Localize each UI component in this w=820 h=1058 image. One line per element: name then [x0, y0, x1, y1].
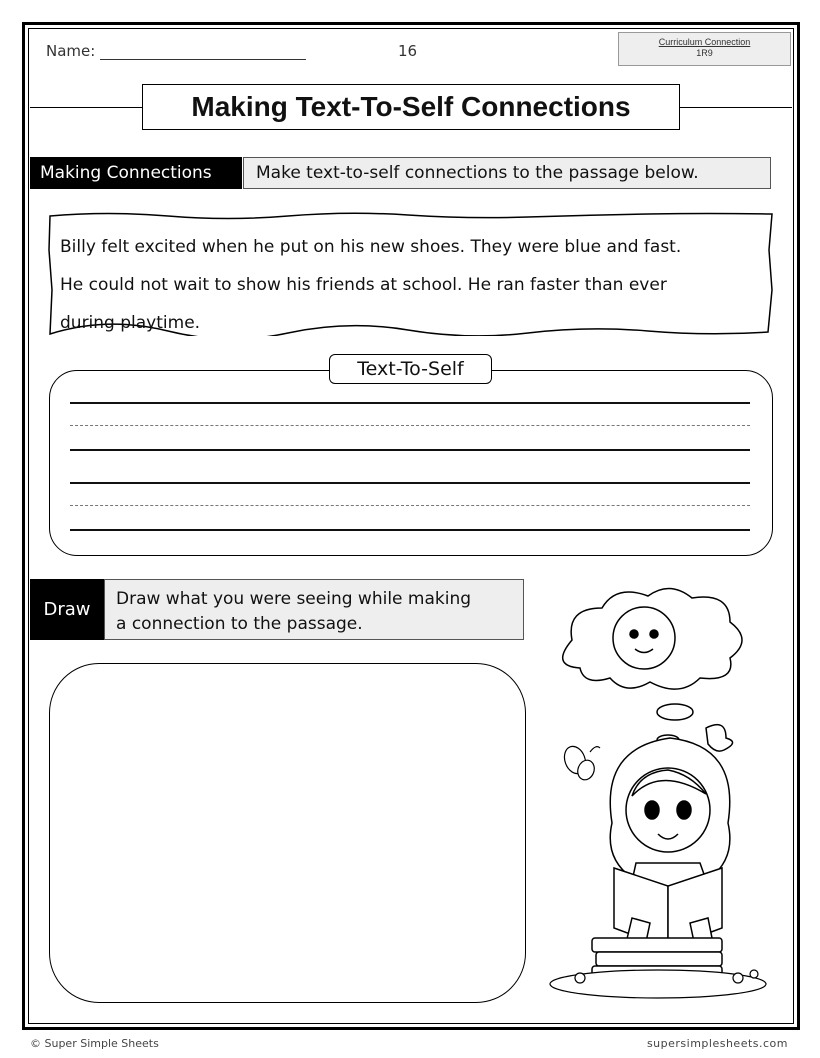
writing-line [70, 402, 750, 404]
page-number: 16 [398, 42, 418, 60]
writing-line [70, 482, 750, 484]
passage-line: Billy felt excited when he put on his new shoes. They were blue and fast. [60, 237, 682, 257]
writing-line [70, 449, 750, 451]
curriculum-code: 1R9 [696, 48, 713, 58]
thought-cloud-icon [563, 588, 742, 745]
draw-instruction-line: Draw what you were seeing while making [116, 589, 472, 609]
text-to-self-title: Text-To-Self [329, 354, 492, 384]
title-rule-left [30, 107, 142, 108]
name-label: Name: [46, 42, 96, 60]
girl-icon [610, 725, 732, 970]
making-connections-label: Making Connections [30, 157, 242, 189]
passage-line: during playtime. [60, 313, 201, 333]
website-link[interactable]: supersimplesheets.com [646, 1037, 788, 1050]
passage-text [60, 228, 768, 342]
girl-reading-illustration [540, 578, 790, 1008]
draw-instruction [104, 579, 524, 640]
writing-guide-line [70, 425, 750, 426]
copyright-text: © Super Simple Sheets [30, 1037, 159, 1050]
draw-label: Draw [30, 579, 104, 640]
curriculum-title: Curriculum Connection [658, 37, 751, 47]
grass-icon [550, 970, 766, 998]
butterfly-icon [561, 743, 600, 782]
making-connections-instruction: Make text-to-self connections to the passage below. [243, 157, 771, 189]
writing-line [70, 529, 750, 531]
passage-line: He could not wait to show his friends at school. He ran faster than ever [60, 275, 667, 295]
name-field[interactable] [100, 59, 306, 60]
drawing-area[interactable] [49, 663, 526, 1003]
writing-guide-line [70, 505, 750, 506]
curriculum-connection-box [618, 32, 791, 66]
page-title: Making Text-To-Self Connections [142, 84, 680, 130]
draw-instruction-line: a connection to the passage. [116, 614, 363, 634]
title-rule-right [680, 107, 792, 108]
passage-box [48, 210, 774, 336]
